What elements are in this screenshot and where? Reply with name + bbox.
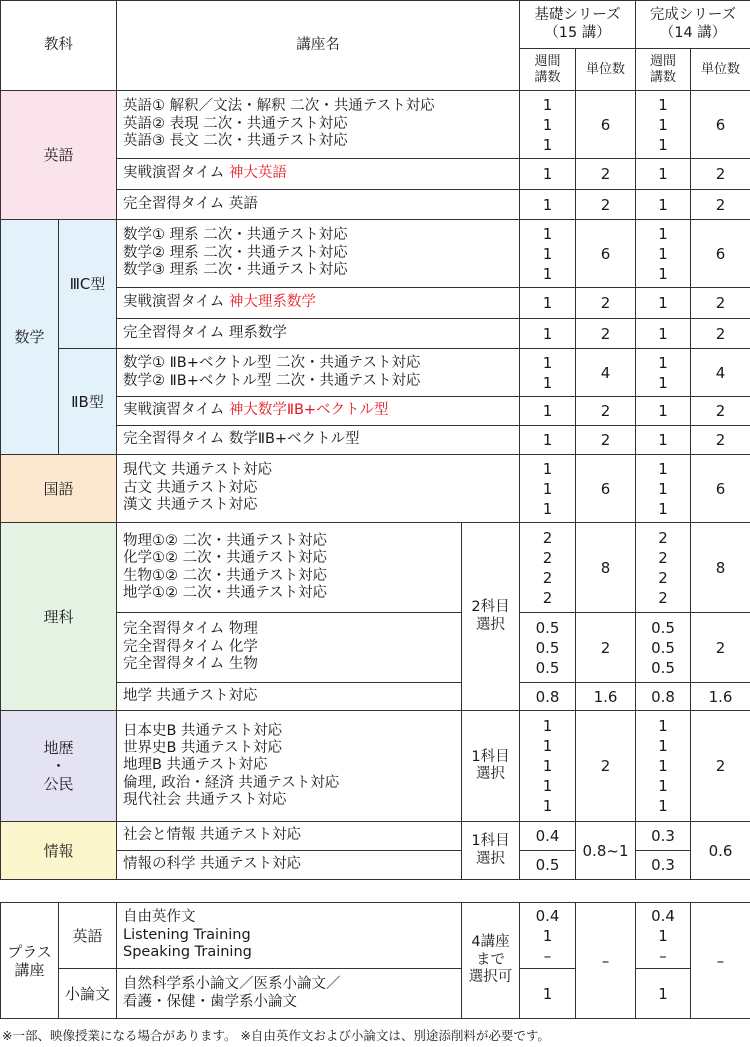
basic-units: 2	[576, 397, 636, 426]
course-cell: 社会と情報 共通テスト対応	[117, 822, 462, 851]
subject-japanese: 国語	[1, 455, 117, 523]
basic-weekly: 1	[520, 319, 576, 349]
basic-weekly: 1 1 1	[520, 220, 576, 288]
basic-weekly: 0.4 1 –	[520, 903, 576, 969]
complete-weekly: 2 2 2 2	[636, 523, 691, 613]
basic-units: 8	[576, 523, 636, 613]
course-cell: 実戦演習タイム 神大英語	[117, 159, 520, 190]
subject-science: 理科	[1, 523, 117, 711]
course-cell: 数学① 理系 二次・共通テスト対応 数学② 理系 二次・共通テスト対応 数学③ 理系 二次・共通テスト対応	[117, 220, 520, 288]
course-cell: 実戦演習タイム 神大数学ⅡB+ベクトル型	[117, 397, 520, 426]
basic-units: –	[576, 903, 636, 1019]
header-complete-series: 完成シリーズ （14 講）	[636, 1, 750, 49]
subject-english: 英語	[1, 91, 117, 220]
subject-plus: プラス 講座	[1, 903, 59, 1019]
complete-units: 6	[691, 91, 750, 159]
basic-weekly: 1 1	[520, 349, 576, 397]
complete-weekly: 1	[636, 969, 691, 1019]
selection-note: 2科目 選択	[462, 523, 520, 711]
complete-weekly: 0.5 0.5 0.5	[636, 613, 691, 683]
subject-math: 数学	[1, 220, 59, 455]
table-row	[1, 349, 750, 397]
basic-units: 2	[576, 613, 636, 683]
complete-weekly: 1	[636, 159, 691, 190]
plus-essay-label: 小論文	[59, 969, 117, 1019]
complete-units: 8	[691, 523, 750, 613]
complete-weekly: 1 1 1	[636, 91, 691, 159]
basic-units: 6	[576, 91, 636, 159]
basic-weekly: 1	[520, 426, 576, 455]
complete-weekly: 1	[636, 397, 691, 426]
course-cell: 地学 共通テスト対応	[117, 683, 462, 711]
header-course: 講座名	[117, 1, 520, 91]
selection-note: 1科目 選択	[462, 822, 520, 880]
basic-weekly: 1 1 1	[520, 455, 576, 523]
plus-course-table	[0, 902, 750, 1019]
course-cell: 数学① ⅡB+ベクトル型 二次・共通テスト対応 数学② ⅡB+ベクトル型 二次・共通テスト対応	[117, 349, 520, 397]
complete-weekly: 1 1	[636, 349, 691, 397]
complete-weekly: 1 1 1	[636, 455, 691, 523]
complete-units: 2	[691, 190, 750, 220]
basic-weekly: 1	[520, 190, 576, 220]
course-cell: 自然科学系小論文／医系小論文／ 看護・保健・歯学系小論文	[117, 969, 462, 1019]
basic-weekly: 1 1 1	[520, 91, 576, 159]
complete-units: 2	[691, 613, 750, 683]
header-basic-weekly: 週間 講数	[520, 49, 576, 91]
plus-english-label: 英語	[59, 903, 117, 969]
complete-weekly: 1 1 1	[636, 220, 691, 288]
complete-weekly: 0.8	[636, 683, 691, 711]
basic-units: 4	[576, 349, 636, 397]
complete-units: 1.6	[691, 683, 750, 711]
course-cell: 情報の科学 共通テスト対応	[117, 851, 462, 880]
course-cell: 自由英作文 Listening Training Speaking Training	[117, 903, 462, 969]
course-cell: 実戦演習タイム 神大理系数学	[117, 288, 520, 319]
table-row	[1, 969, 750, 1019]
basic-units: 2	[576, 190, 636, 220]
complete-weekly: 0.3	[636, 822, 691, 851]
header-subject: 教科	[1, 1, 117, 91]
basic-weekly: 1	[520, 288, 576, 319]
table-row	[1, 903, 750, 969]
basic-units: 1.6	[576, 683, 636, 711]
complete-units: 2	[691, 397, 750, 426]
complete-weekly: 1	[636, 288, 691, 319]
basic-weekly: 2 2 2 2	[520, 523, 576, 613]
table-row	[1, 523, 750, 613]
course-cell: 物理①② 二次・共通テスト対応 化学①② 二次・共通テスト対応 生物①② 二次・共通テスト対応 地学①② 二次・共通テスト対応	[117, 523, 462, 613]
course-cell: 英語① 解釈／文法・解釈 二次・共通テスト対応 英語② 表現 二次・共通テスト対応 英語③ 長文 二次・共通テスト対応	[117, 91, 520, 159]
complete-units: 4	[691, 349, 750, 397]
course-cell: 完全習得タイム 数学ⅡB+ベクトル型	[117, 426, 520, 455]
basic-units: 2	[576, 159, 636, 190]
complete-weekly: 0.4 1 –	[636, 903, 691, 969]
basic-units: 6	[576, 455, 636, 523]
footnote: ※一部、映像授業になる場合があります。 ※自由英作文および小論文は、別途添削料が必要です。	[2, 1028, 550, 1043]
complete-units: 6	[691, 220, 750, 288]
selection-note: 1科目 選択	[462, 711, 520, 822]
basic-units: 2	[576, 288, 636, 319]
basic-weekly: 0.5	[520, 851, 576, 880]
course-cell: 完全習得タイム 理系数学	[117, 319, 520, 349]
complete-units: 0.6	[691, 822, 750, 880]
table-row	[1, 455, 750, 523]
basic-weekly: 0.4	[520, 822, 576, 851]
table-row	[1, 822, 750, 851]
subject-social: 地歴 ・ 公民	[1, 711, 117, 822]
complete-units: 2	[691, 426, 750, 455]
header-basic-series: 基礎シリーズ （15 講）	[520, 1, 636, 49]
basic-weekly: 1	[520, 969, 576, 1019]
basic-weekly: 0.5 0.5 0.5	[520, 613, 576, 683]
subject-info: 情報	[1, 822, 117, 880]
basic-weekly: 1 1 1 1 1	[520, 711, 576, 822]
complete-units: 2	[691, 711, 750, 822]
basic-units: 2	[576, 319, 636, 349]
selection-note: 4講座 まで 選択可	[462, 903, 520, 1019]
complete-weekly: 1	[636, 319, 691, 349]
basic-units: 6	[576, 220, 636, 288]
complete-units: 6	[691, 455, 750, 523]
complete-units: 2	[691, 319, 750, 349]
complete-weekly: 1 1 1 1 1	[636, 711, 691, 822]
header-complete-weekly: 週間 講数	[636, 49, 691, 91]
basic-weekly: 1	[520, 397, 576, 426]
math-type-iib: ⅡB型	[59, 349, 117, 455]
basic-weekly: 0.8	[520, 683, 576, 711]
table-row	[1, 711, 750, 822]
complete-weekly: 0.3	[636, 851, 691, 880]
header-basic-units: 単位数	[576, 49, 636, 91]
basic-units: 0.8~1	[576, 822, 636, 880]
basic-weekly: 1	[520, 159, 576, 190]
basic-units: 2	[576, 711, 636, 822]
complete-weekly: 1	[636, 190, 691, 220]
math-type-iiic: ⅢC型	[59, 220, 117, 349]
table-row	[1, 91, 750, 159]
basic-units: 2	[576, 426, 636, 455]
course-cell: 現代文 共通テスト対応 古文 共通テスト対応 漢文 共通テスト対応	[117, 455, 520, 523]
complete-units: –	[691, 903, 750, 1019]
complete-weekly: 1	[636, 426, 691, 455]
course-cell: 完全習得タイム 物理 完全習得タイム 化学 完全習得タイム 生物	[117, 613, 462, 683]
complete-units: 2	[691, 159, 750, 190]
course-cell: 日本史B 共通テスト対応 世界史B 共通テスト対応 地理B 共通テスト対応 倫理, 政治・経済 共通テスト対応 現代社会 共通テスト対応	[117, 711, 462, 822]
header-complete-units: 単位数	[691, 49, 750, 91]
table-row	[1, 220, 750, 288]
complete-units: 2	[691, 288, 750, 319]
course-cell: 完全習得タイム 英語	[117, 190, 520, 220]
